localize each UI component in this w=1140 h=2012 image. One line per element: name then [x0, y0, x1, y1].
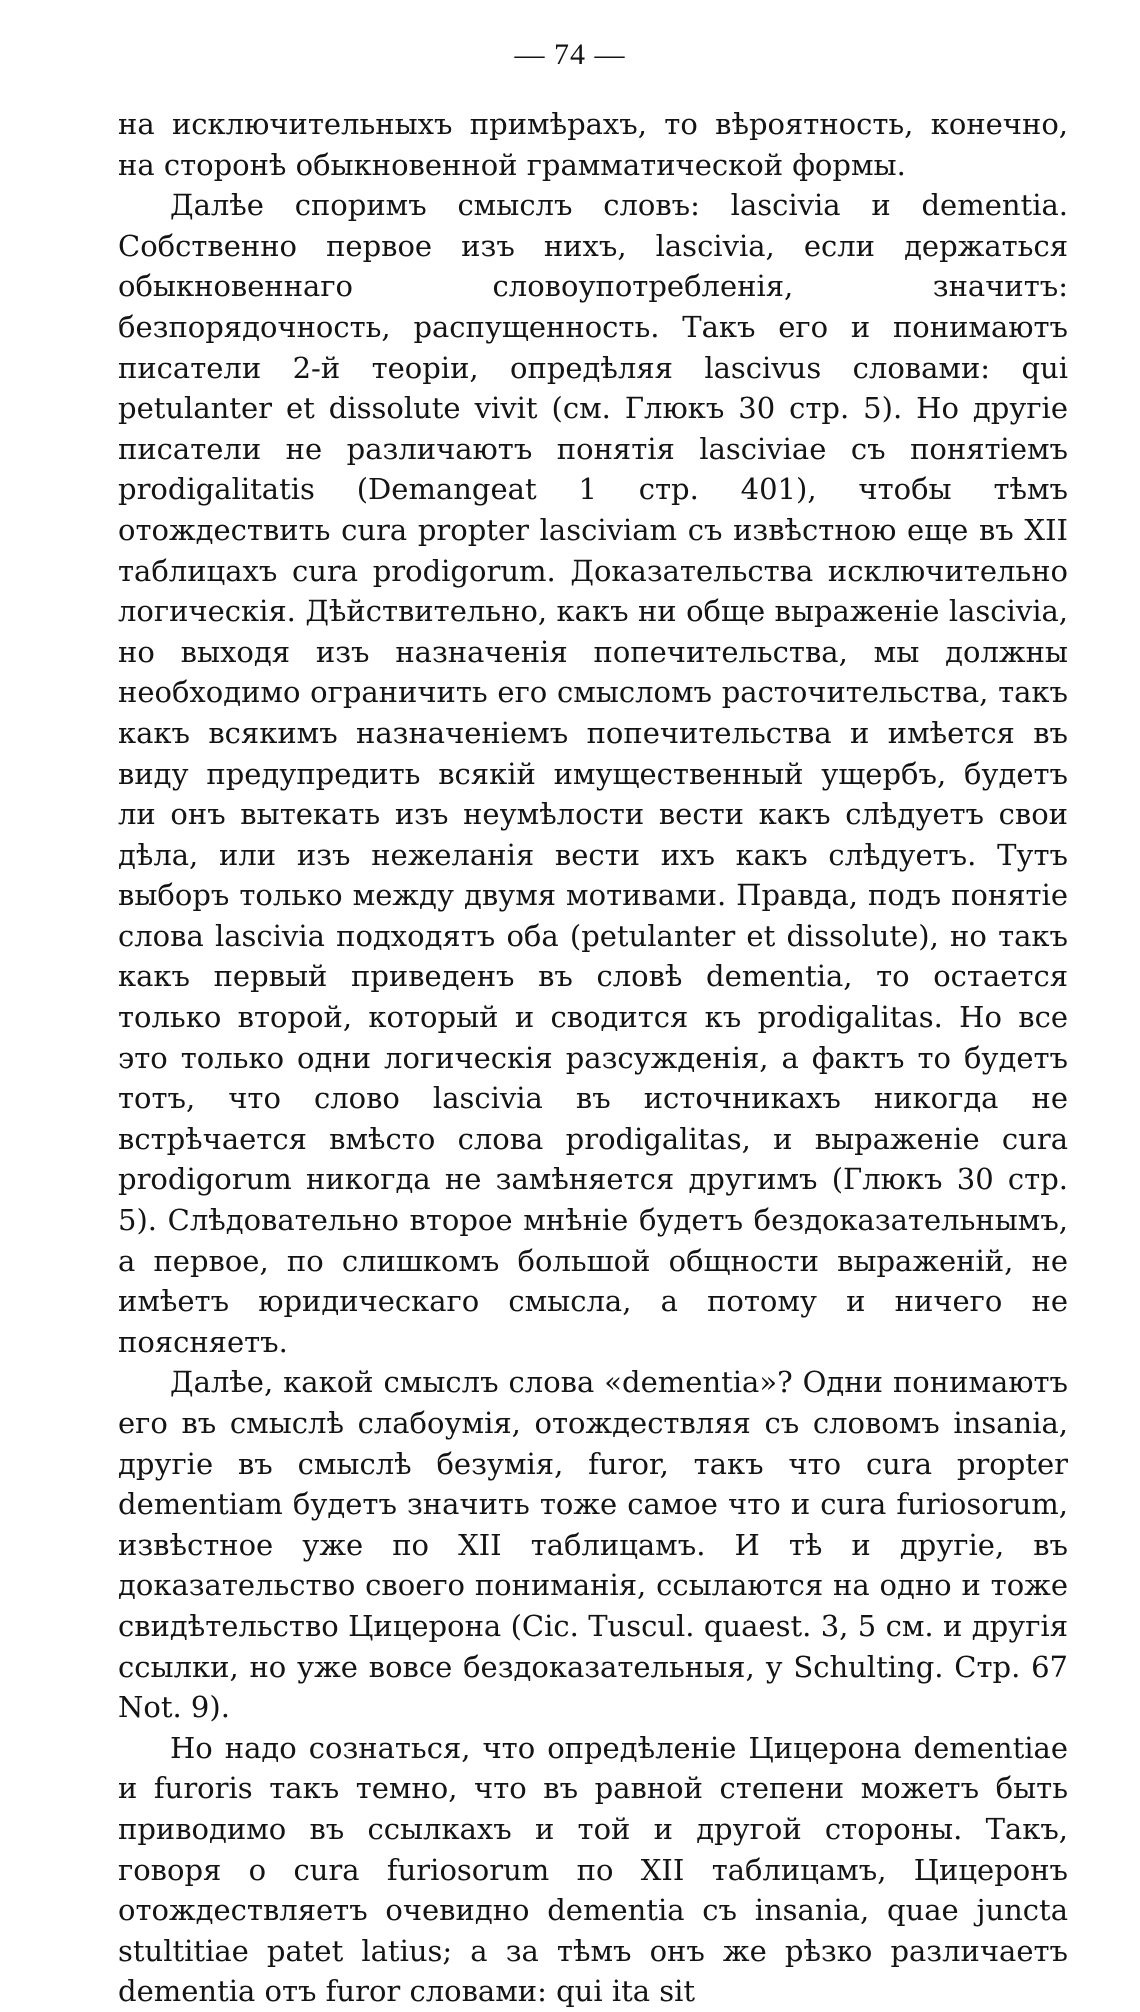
page-body: [118, 104, 1068, 2012]
paragraph-cicero: Но надо сознаться, что опредѣленіе Цицерона dementiae и furoris такъ темно, что въ равной степени можетъ быть приводимо въ ссылкахъ и той и другой стороны. Такъ, говоря о cura furiosorum по XII таблицамъ, Цицеронъ отождествляетъ очевидно dementia съ insania, quae juncta stultitiae patet latius; а за тѣмъ онъ же рѣзко различаетъ dementia отъ furor словами: qui ita sit: [118, 1730, 1068, 2009]
paragraph-lascivia: Далѣе споримъ смыслъ словъ: lascivia и dementia. Собственно первое изъ нихъ, lascivia, если держаться обыкновеннаго словоупотребленія, значитъ: безпорядочность, распущенность. Такъ его и понимаютъ писатели 2-й теоріи, опредѣляя lascivus словами: qui petulanter et dissolute vivit (см. Глюкъ 30 стр. 5). Но другіе писатели не различаютъ понятія lasciviae съ понятіемъ prodigalitatis (Demangeat 1 стр. 401), чтобы тѣмъ отождествить cura propter lasciviam съ извѣстною еще въ XII таблицахъ cura prodigorum. Доказательства исключительно логическія. Дѣйствительно, какъ ни обще выраженіе lascivia, но выходя изъ назначенія попечительства, мы должны необходимо ограничить его смысломъ расточительства, такъ какъ всякимъ назначеніемъ попечительства и имѣется въ виду предупредить всякій имущественный ущербъ, будетъ ли онъ вытекать изъ неумѣлости вести какъ слѣдуетъ свои дѣла, или изъ нежеланія вести ихъ какъ слѣдуетъ. Тутъ выборъ только между двумя мотивами. Правда, подъ понятіе слова lascivia подходятъ оба (petulanter et dissolute), но такъ какъ первый приведенъ въ словѣ dementia, то остается только второй, который и сводится къ prodigalitas. Но все это только одни логическія разсужденія, а фактъ то будетъ тотъ, что слово lascivia въ источникахъ никогда не встрѣчается вмѣсто слова prodigalitas, и выраженіе cura prodigorum никогда не замѣняется другимъ (Глюкъ 30 стр. 5). Слѣдовательно второе мнѣніе будетъ бездоказательнымъ, а первое, по слишкомъ большой общности выраженій, не имѣетъ юридическаго смысла, а потому и ничего не поясняетъ.: [118, 188, 1068, 1359]
paragraph-dementia: Далѣе, какой смыслъ слова «dementia»? Одни понимаютъ его въ смыслѣ слабоумія, отождествляя съ словомъ insania, другіе въ смыслѣ безумія, furor, такъ что cura propter dementiam будетъ значить тоже самое что и cura furiosorum, извѣстное уже по XII таблицамъ. И тѣ и другіе, въ доказательство своего пониманія, ссылаются на одно и тоже свидѣтельство Цицерона (Cic. Tuscul. quaest. 3, 5 см. и другія ссылки, но уже вовсе бездоказательныя, у Schulting. Стр. 67 Not. 9).: [118, 1365, 1068, 1725]
page-number: — 74 —: [514, 38, 626, 71]
paragraph-continued: на исключительныхъ примѣрахъ, то вѣроятность, конечно, на сторонѣ обыкновенной грамматической формы.: [118, 107, 1068, 182]
